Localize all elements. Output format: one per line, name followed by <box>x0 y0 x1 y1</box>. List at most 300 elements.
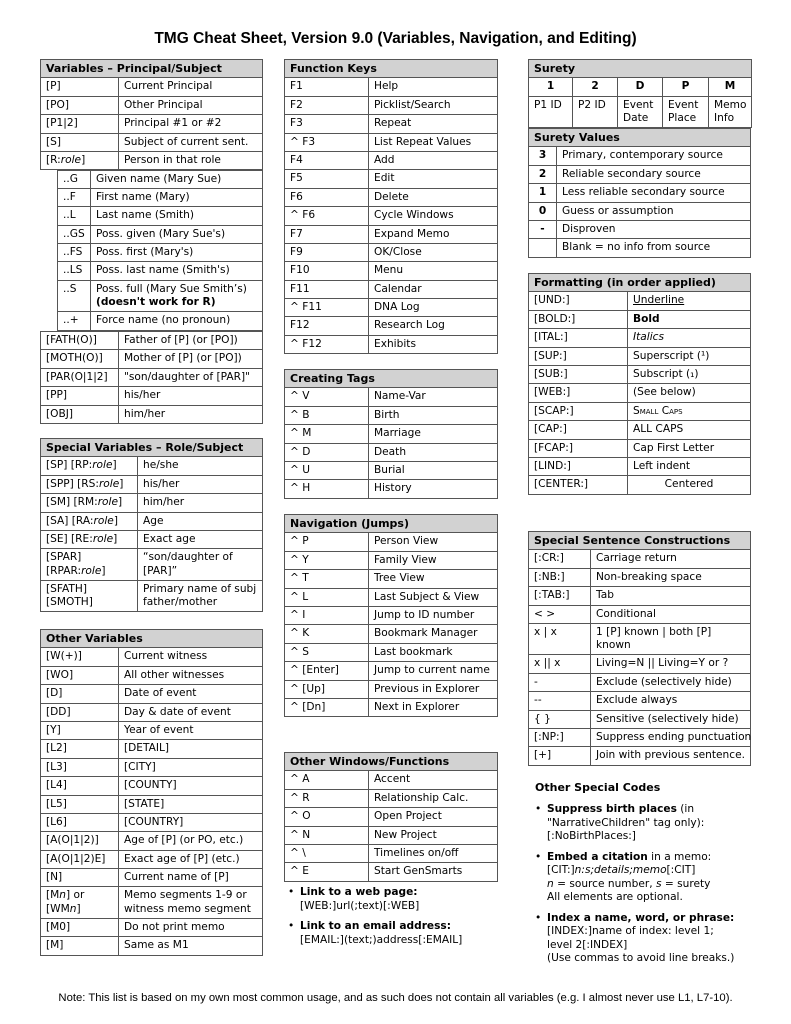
table-row <box>529 476 751 494</box>
description-cell: Cycle Windows <box>369 207 498 225</box>
description-cell: his/her <box>119 387 263 405</box>
description-cell: his/her <box>138 475 263 493</box>
code-cell: ^ [Up] <box>285 680 369 698</box>
code-cell <box>41 457 138 475</box>
description-cell: [COUNTRY] <box>119 813 263 831</box>
table-row <box>529 239 751 257</box>
table-row <box>529 605 751 623</box>
code-cell: [DD] <box>41 703 119 721</box>
text-segment: Link to an email address: <box>300 920 451 932</box>
text-segment: Embed a citation <box>547 850 648 863</box>
description-cell <box>628 402 751 420</box>
table-row <box>58 280 263 311</box>
table-title: Surety Values <box>529 129 751 147</box>
table-row <box>41 530 263 548</box>
table-row <box>285 317 498 335</box>
formatting-table <box>528 273 751 495</box>
code-cell: F4 <box>285 151 369 169</box>
description-cell: Subscript (₁) <box>628 365 751 383</box>
table-row <box>529 728 751 746</box>
code-cell: ..G <box>58 170 91 188</box>
code-cell: ^ R <box>285 789 369 807</box>
description-cell: [STATE] <box>119 795 263 813</box>
code-cell: ^ F12 <box>285 335 369 353</box>
principal-table <box>40 59 263 170</box>
description-cell: Calendar <box>369 280 498 298</box>
code-cell: [FATH(O)] <box>41 332 119 350</box>
code-cell: [WEB:] <box>529 384 628 402</box>
code-cell: F7 <box>285 225 369 243</box>
description-cell: him/her <box>138 494 263 512</box>
code-cell <box>41 530 138 548</box>
table-row <box>285 606 498 624</box>
footer-note: Note: This list is based on my own most common usage, and as such does not contain all variables (e.g. I almost never use L1, L7-10). <box>58 992 733 1004</box>
text-segment: s <box>655 877 662 890</box>
table-row <box>41 850 263 868</box>
description-cell: Exhibits <box>369 335 498 353</box>
text-segment: Bold <box>633 312 660 325</box>
table-row <box>41 332 263 350</box>
text-segment: role <box>93 514 114 527</box>
table-row <box>285 335 498 353</box>
text-segment: ] <box>113 514 118 527</box>
text-segment: (in "NarrativeChildren" tag only): <box>547 803 705 829</box>
description-cell: Start GenSmarts <box>369 863 498 881</box>
table-title: Creating Tags <box>285 370 498 388</box>
creating-tags-table <box>284 369 498 499</box>
description-cell: Date of event <box>119 685 263 703</box>
description-cell: Picklist/Search <box>369 96 498 114</box>
description-cell: Memo segments 1-9 or witness memo segment <box>119 887 263 918</box>
text-segment: [SE] [RE: <box>46 532 93 545</box>
description-cell: (See below) <box>628 384 751 402</box>
description-cell: Name-Var <box>369 388 498 406</box>
table-row <box>41 405 263 423</box>
description-cell: Menu <box>369 262 498 280</box>
code-cell: ..L <box>58 207 91 225</box>
text-segment: [:NoBirthPlaces:] <box>547 830 636 842</box>
table-row <box>285 771 498 789</box>
text-segment: Italics <box>633 331 665 344</box>
description-cell: Same as M1 <box>119 937 263 955</box>
table-row <box>285 207 498 225</box>
table-row <box>285 863 498 881</box>
text-segment: [WEB:]url(;text)[:WEB] <box>300 899 420 912</box>
code-cell: [WO] <box>41 666 119 684</box>
text-segment: ] <box>101 564 106 577</box>
code-cell: F11 <box>285 280 369 298</box>
code-cell: [CAP:] <box>529 421 628 439</box>
description-cell: [DETAIL] <box>119 740 263 758</box>
table-row <box>529 439 751 457</box>
principal-rel-table <box>40 331 263 424</box>
table-row <box>529 587 751 605</box>
table-row <box>285 225 498 243</box>
code-cell: -- <box>529 692 591 710</box>
code-cell: [BOLD:] <box>529 310 628 328</box>
bullet-item <box>286 920 501 947</box>
code-cell: F1 <box>285 78 369 96</box>
table-title: Other Variables <box>41 630 263 648</box>
description-cell: Add <box>369 151 498 169</box>
table-row <box>41 666 263 684</box>
code-cell: ..GS <box>58 225 91 243</box>
table-row <box>285 570 498 588</box>
code-cell: F12 <box>285 317 369 335</box>
code-cell: [OBJ] <box>41 405 119 423</box>
code-cell: [SUP:] <box>529 347 628 365</box>
description-cell: Father of [P] (or [PO]) <box>119 332 263 350</box>
description-cell: Do not print memo <box>119 918 263 936</box>
surety-column-label: P2 ID <box>573 96 618 127</box>
code-cell: ^ K <box>285 625 369 643</box>
description-cell: Marriage <box>369 425 498 443</box>
description-cell: Birth <box>369 406 498 424</box>
code-cell: [L5] <box>41 795 119 813</box>
table-row <box>529 692 751 710</box>
text-segment: All elements are optional. <box>547 891 683 903</box>
table-row <box>285 480 498 498</box>
description-cell: Disproven <box>557 220 751 238</box>
code-cell: ^ Y <box>285 551 369 569</box>
text-segment: role <box>97 496 119 509</box>
code-cell: [:NB:] <box>529 568 591 586</box>
code-cell <box>41 549 138 580</box>
table-row <box>41 457 263 475</box>
description-cell: Next in Explorer <box>369 698 498 716</box>
description-cell: Exact age of [P] (etc.) <box>119 850 263 868</box>
description-cell: Accent <box>369 771 498 789</box>
table-row <box>285 844 498 862</box>
special-table <box>40 438 263 612</box>
function-keys-table <box>284 59 498 354</box>
description-cell: Join with previous sentence. <box>591 747 751 765</box>
table-row <box>285 299 498 317</box>
text-segment: [EMAIL:](text;)address[:EMAIL] <box>300 933 463 946</box>
code-cell: [:CR:] <box>529 550 591 568</box>
code-cell: ^ U <box>285 461 369 479</box>
text-segment: ] <box>119 477 124 490</box>
code-cell: [L2] <box>41 740 119 758</box>
description-cell: Poss. last name (Smith's) <box>91 262 263 280</box>
description-cell: Jump to current name <box>369 662 498 680</box>
other-vars-table <box>40 629 263 956</box>
code-cell: [PP] <box>41 387 119 405</box>
table-row <box>285 643 498 661</box>
description-cell <box>628 292 751 310</box>
link-bullets <box>286 886 501 954</box>
description-cell: Burial <box>369 461 498 479</box>
table-row <box>41 758 263 776</box>
table-row <box>41 512 263 530</box>
code-cell: [CENTER:] <box>529 476 628 494</box>
table-row <box>41 685 263 703</box>
description-cell: Less reliable secondary source <box>557 184 751 202</box>
table-row <box>285 388 498 406</box>
table-row <box>529 347 751 365</box>
description-cell: Superscript (¹) <box>628 347 751 365</box>
code-cell: ^ L <box>285 588 369 606</box>
table-row <box>285 243 498 261</box>
description-cell: Primary, contemporary source <box>557 147 751 165</box>
table-row <box>285 533 498 551</box>
bullet-item <box>286 886 501 913</box>
code-cell: ..+ <box>58 312 91 330</box>
code-cell: [LIND:] <box>529 457 628 475</box>
table-row <box>41 368 263 386</box>
code-cell: ^ I <box>285 606 369 624</box>
code-cell: x | x <box>529 623 591 654</box>
code-cell: x || x <box>529 655 591 673</box>
text-segment: ] <box>81 153 86 166</box>
description-cell: Centered <box>628 476 751 494</box>
code-cell: 2 <box>529 165 557 183</box>
surety-column-label: Memo Info <box>709 96 752 127</box>
description-cell: Cap First Letter <box>628 439 751 457</box>
table-row <box>41 721 263 739</box>
description-cell: Age <box>138 512 263 530</box>
description-cell: Reliable secondary source <box>557 165 751 183</box>
text-segment: n <box>547 877 554 890</box>
description-cell: List Repeat Values <box>369 133 498 151</box>
description-cell: Person View <box>369 533 498 551</box>
description-cell: Suppress ending punctuation <box>591 728 751 746</box>
code-cell <box>529 239 557 257</box>
description-cell: “son/daughter of [PAR]” <box>138 549 263 580</box>
description-cell: Other Principal <box>119 96 263 114</box>
table-row <box>529 623 751 654</box>
code-cell: ..LS <box>58 262 91 280</box>
text-segment: [SA] [RA: <box>46 514 94 527</box>
code-cell: ^ D <box>285 443 369 461</box>
table-row <box>41 887 263 918</box>
description-cell: Repeat <box>369 115 498 133</box>
code-cell <box>41 887 119 918</box>
bullet-item <box>533 803 763 844</box>
description-cell: Research Log <box>369 317 498 335</box>
description-cell: Poss. given (Mary Sue's) <box>91 225 263 243</box>
code-cell: ^ P <box>285 533 369 551</box>
code-cell: ^ [Dn] <box>285 698 369 716</box>
table-row <box>41 795 263 813</box>
table-row <box>285 680 498 698</box>
table-row <box>285 115 498 133</box>
code-cell: [FCAP:] <box>529 439 628 457</box>
description-cell: Expand Memo <box>369 225 498 243</box>
surety-values-table <box>528 128 751 258</box>
code-cell: 3 <box>529 147 557 165</box>
table-row <box>41 648 263 666</box>
table-row <box>41 115 263 133</box>
text-segment: role <box>92 532 114 545</box>
table-row <box>529 329 751 347</box>
table-row <box>529 673 751 691</box>
code-cell: ^ \ <box>285 844 369 862</box>
table-row <box>41 78 263 96</box>
code-cell: [PAR(O|1|2] <box>41 368 119 386</box>
code-cell: ..S <box>58 280 91 311</box>
table-row <box>285 425 498 443</box>
table-row <box>285 133 498 151</box>
description-cell: Guess or assumption <box>557 202 751 220</box>
table-row <box>41 580 263 611</box>
description-cell: Person in that role <box>119 151 263 169</box>
description-cell: Given name (Mary Sue) <box>91 170 263 188</box>
table-title: Other Windows/Functions <box>285 753 498 771</box>
code-cell: ^ A <box>285 771 369 789</box>
table-title: Surety <box>529 60 752 78</box>
code-cell: [UND:] <box>529 292 628 310</box>
code-cell: ..FS <box>58 244 91 262</box>
surety-table <box>528 59 752 128</box>
code-cell: ^ F11 <box>285 299 369 317</box>
text-segment: ] <box>118 496 123 509</box>
table-title: Special Variables – Role/Subject <box>41 439 263 457</box>
description-cell: ALL CAPS <box>628 421 751 439</box>
description-cell: Timelines on/off <box>369 844 498 862</box>
description-cell: Last bookmark <box>369 643 498 661</box>
code-cell: [D] <box>41 685 119 703</box>
table-row <box>41 703 263 721</box>
table-row <box>285 443 498 461</box>
code-cell: [PO] <box>41 96 119 114</box>
description-cell: Age of [P] (or PO, etc.) <box>119 832 263 850</box>
description-cell: Force name (no pronoun) <box>91 312 263 330</box>
text-segment: role <box>81 564 102 577</box>
table-row <box>58 225 263 243</box>
text-segment: ] <box>112 459 117 472</box>
sentence-table <box>528 531 751 766</box>
code-cell: F2 <box>285 96 369 114</box>
description-cell: Non-breaking space <box>591 568 751 586</box>
description-cell: Last name (Smith) <box>91 207 263 225</box>
description-cell: Family View <box>369 551 498 569</box>
text-segment: n <box>69 902 77 915</box>
code-cell <box>41 151 119 169</box>
code-cell: F10 <box>285 262 369 280</box>
table-row <box>58 207 263 225</box>
table-row <box>285 789 498 807</box>
text-segment: role <box>98 477 120 490</box>
description-cell: Relationship Calc. <box>369 789 498 807</box>
code-cell <box>41 475 138 493</box>
code-cell: ^ E <box>285 863 369 881</box>
text-segment: ] <box>113 532 118 545</box>
description-cell: Left indent <box>628 457 751 475</box>
description-cell: Living=N || Living=Y or ? <box>591 655 751 673</box>
table-row <box>529 184 751 202</box>
table-row <box>41 350 263 368</box>
code-cell: [L4] <box>41 777 119 795</box>
table-row <box>285 698 498 716</box>
code-cell: ..F <box>58 188 91 206</box>
navigation-table <box>284 514 498 717</box>
description-cell: OK/Close <box>369 243 498 261</box>
code-cell: ^ S <box>285 643 369 661</box>
description-cell: Exclude always <box>591 692 751 710</box>
text-segment: Poss. full (Mary Sue Smith’s) <box>96 282 247 295</box>
table-row <box>285 78 498 96</box>
table-title: Function Keys <box>285 60 498 78</box>
table-row <box>529 310 751 328</box>
code-cell <box>41 494 138 512</box>
description-cell: [COUNTY] <box>119 777 263 795</box>
description-cell: Principal #1 or #2 <box>119 115 263 133</box>
text-segment: [SM] [RM: <box>46 496 98 509</box>
code-cell: ^ F6 <box>285 207 369 225</box>
description-cell: Help <box>369 78 498 96</box>
surety-column-header: P <box>663 78 709 96</box>
description-cell: him/her <box>119 405 263 423</box>
description-cell: Poss. first (Mary's) <box>91 244 263 262</box>
table-row <box>41 813 263 831</box>
table-row <box>529 384 751 402</box>
code-cell: ^ F3 <box>285 133 369 151</box>
code-cell <box>41 512 138 530</box>
description-cell: Day & date of event <box>119 703 263 721</box>
other-special-codes-title: Other Special Codes <box>535 781 661 794</box>
table-row <box>285 808 498 826</box>
table-row <box>529 147 751 165</box>
description-cell: "son/daughter of [PAR]" <box>119 368 263 386</box>
code-cell: [SFATH] [SMOTH] <box>41 580 138 611</box>
surety-column-label: P1 ID <box>529 96 573 127</box>
description-cell: Edit <box>369 170 498 188</box>
description-cell: Last Subject & View <box>369 588 498 606</box>
code-cell: [:NP:] <box>529 728 591 746</box>
table-row <box>529 655 751 673</box>
table-row <box>529 202 751 220</box>
description-cell: Jump to ID number <box>369 606 498 624</box>
text-segment: (Use commas to avoid line breaks.) <box>547 952 735 964</box>
surety-column-label: Event Date <box>618 96 663 127</box>
text-segment: Index a name, word, or phrase: <box>547 911 735 924</box>
text-segment: [:CIT] <box>666 864 696 876</box>
table-row <box>285 461 498 479</box>
text-segment: n <box>59 889 66 902</box>
table-row <box>285 188 498 206</box>
description-cell: Delete <box>369 188 498 206</box>
description-cell: Blank = no info from source <box>557 239 751 257</box>
code-cell: ^ [Enter] <box>285 662 369 680</box>
code-cell: ^ N <box>285 826 369 844</box>
text-segment: n:s;details;memo <box>574 864 667 876</box>
table-title: Variables – Principal/Subject <box>41 60 263 78</box>
code-cell: [W(+)] <box>41 648 119 666</box>
table-title: Formatting (in order applied) <box>529 274 751 292</box>
table-title: Navigation (Jumps) <box>285 515 498 533</box>
code-cell: ^ B <box>285 406 369 424</box>
description-cell <box>628 329 751 347</box>
description-cell: DNA Log <box>369 299 498 317</box>
table-row <box>529 568 751 586</box>
description-cell: Carriage return <box>591 550 751 568</box>
page-title: TMG Cheat Sheet, Version 9.0 (Variables, Navigation, and Editing) <box>154 30 637 47</box>
description-cell: Exclude (selectively hide) <box>591 673 751 691</box>
code-cell: { } <box>529 710 591 728</box>
code-cell: ^ H <box>285 480 369 498</box>
text-segment: Small Caps <box>633 404 683 417</box>
text-segment: ] <box>76 902 81 915</box>
table-row <box>529 220 751 238</box>
table-row <box>41 475 263 493</box>
other-windows-table <box>284 752 498 882</box>
code-cell: [+] <box>529 747 591 765</box>
description-cell: New Project <box>369 826 498 844</box>
text-segment: = surety <box>661 877 711 890</box>
code-cell: 0 <box>529 202 557 220</box>
text-segment: [SP] [RP: <box>46 459 93 472</box>
